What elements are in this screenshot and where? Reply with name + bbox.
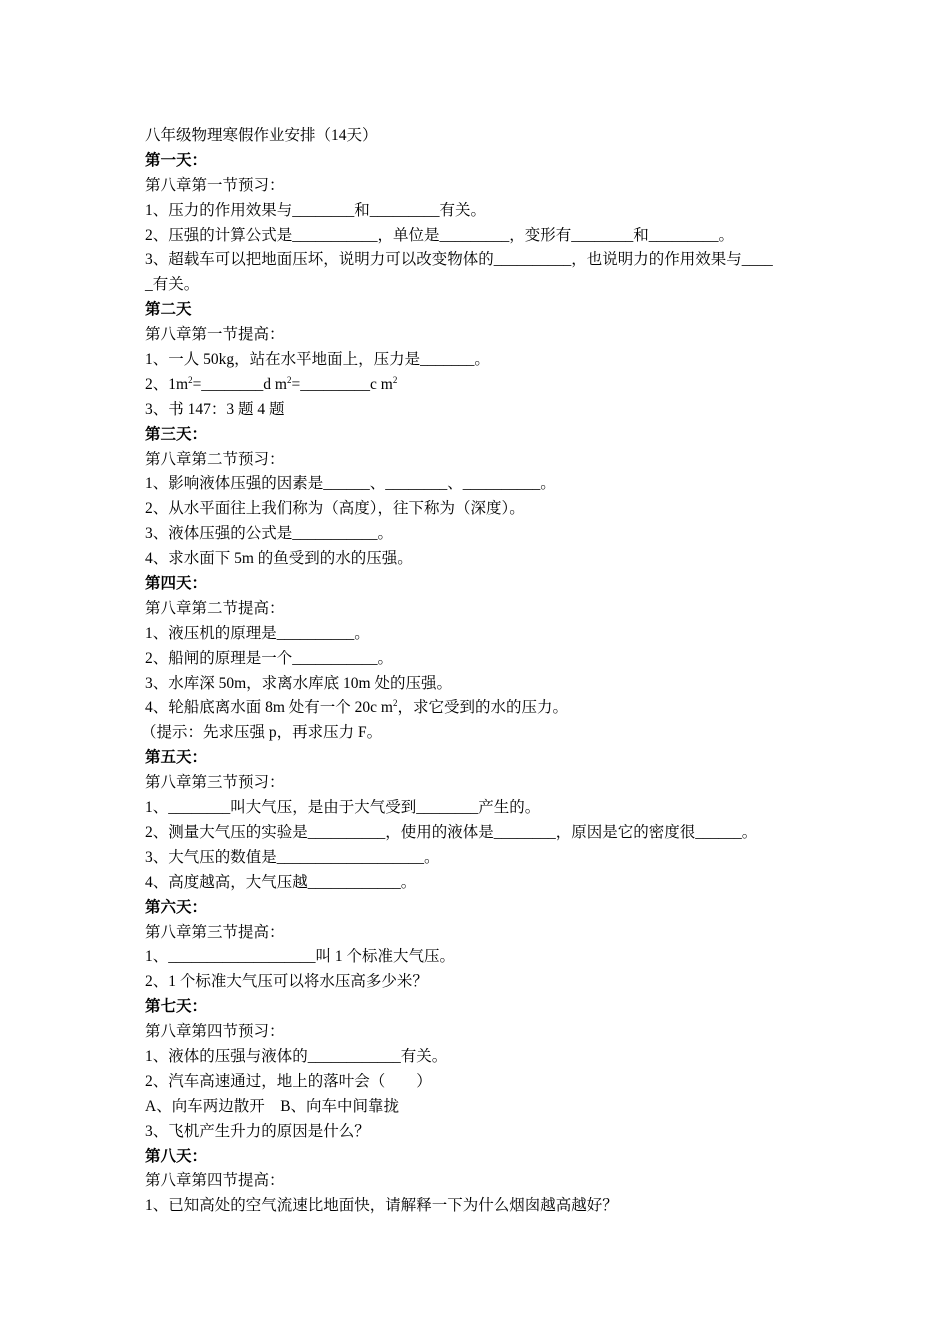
question-line: _有关。	[145, 276, 200, 294]
day-heading: 第八天：	[145, 1147, 208, 1165]
day-heading: 第五天：	[145, 749, 208, 767]
section-label: 第八章第二节预习：	[145, 450, 285, 468]
section-label: 第八章第三节提高：	[145, 923, 285, 941]
question-line: 1、___________________叫 1 个标准大气压。	[145, 948, 456, 966]
question-line: 1、压力的作用效果与________和_________有关。	[145, 201, 487, 219]
question-line: 1、影响液体压强的因素是______、________、__________。	[145, 475, 556, 493]
question-line: 3、大气压的数值是___________________。	[145, 848, 440, 866]
question-line: 1、液压机的原理是__________。	[145, 624, 370, 642]
question-line: 3、飞机产生升力的原因是什么？	[145, 1122, 370, 1140]
question-line: 2、从水平面往上我们称为（高度），往下称为（深度）。	[145, 500, 525, 518]
answer-options-line: A、向车两边散开 B、向车中间靠拢	[145, 1097, 400, 1115]
question-line: 3、超载车可以把地面压坏，说明力可以改变物体的__________，也说明力的作用效果与____	[145, 251, 773, 269]
superscript: 2	[392, 374, 398, 385]
day-heading: 第二天	[145, 301, 192, 319]
question-line: 2、测量大气压的实验是__________，使用的液体是________，原因是它的密度很______。	[145, 823, 758, 841]
day-heading: 第三天：	[145, 425, 208, 443]
question-line	[145, 696, 825, 721]
question-line: 2、船闸的原理是一个___________。	[145, 649, 394, 667]
section-label: 第八章第三节预习：	[145, 774, 285, 792]
day-heading: 第七天：	[145, 998, 208, 1016]
unit-text: 2、1m	[145, 375, 189, 393]
superscript: 2	[287, 374, 292, 385]
section-label: 第八章第二节提高：	[145, 599, 285, 617]
section-label: 第八章第四节预习：	[145, 1023, 285, 1041]
day-heading: 第四天：	[145, 575, 208, 593]
question-text: 4、轮船底离水面 8m 处有一个 20c m	[145, 699, 393, 717]
question-line: 4、高度越高，大气压越____________。	[145, 873, 417, 891]
section-label: 第八章第四节提高：	[145, 1172, 285, 1190]
day-heading: 第一天：	[145, 151, 208, 169]
question-line: 4、求水面下 5m 的鱼受到的水的压强。	[145, 550, 413, 568]
document-page	[141, 124, 825, 1219]
unit-conversion-line	[145, 373, 825, 398]
superscript: 2	[393, 698, 398, 709]
question-line: 1、一人 50kg，站在水平地面上，压力是_______。	[145, 351, 490, 369]
hint-line: （提示：先求压强 p，再求压力 F。	[141, 724, 383, 742]
question-line: 3、书 147：3 题 4 题	[145, 400, 285, 418]
question-line: 3、水库深 50m，求离水库底 10m 处的压强。	[145, 674, 452, 692]
day-heading: 第六天：	[145, 898, 208, 916]
section-label: 第八章第一节提高：	[145, 326, 285, 344]
question-line: 3、液体压强的公式是___________。	[145, 525, 394, 543]
question-text: ，求它受到的水的压力。	[397, 699, 569, 717]
unit-text: =________d m	[192, 375, 287, 393]
superscript: 2	[188, 374, 193, 385]
question-line: 1、________叫大气压，是由于大气受到________产生的。	[145, 799, 541, 817]
document-title: 八年级物理寒假作业安排（14天）	[145, 127, 378, 144]
question-line: 1、液体的压强与液体的____________有关。	[145, 1047, 448, 1065]
question-line: 2、压强的计算公式是___________，单位是_________，变形有________和_________。	[145, 226, 735, 244]
question-line: 2、汽车高速通过，地上的落叶会（ ）	[145, 1072, 432, 1090]
section-label: 第八章第一节预习：	[145, 176, 285, 194]
question-line: 2、1 个标准大气压可以将水压高多少米？	[145, 973, 428, 991]
question-line: 1、已知高处的空气流速比地面快，请解释一下为什么烟囱越高越好？	[145, 1197, 618, 1215]
unit-text: =_________c m	[291, 375, 393, 393]
